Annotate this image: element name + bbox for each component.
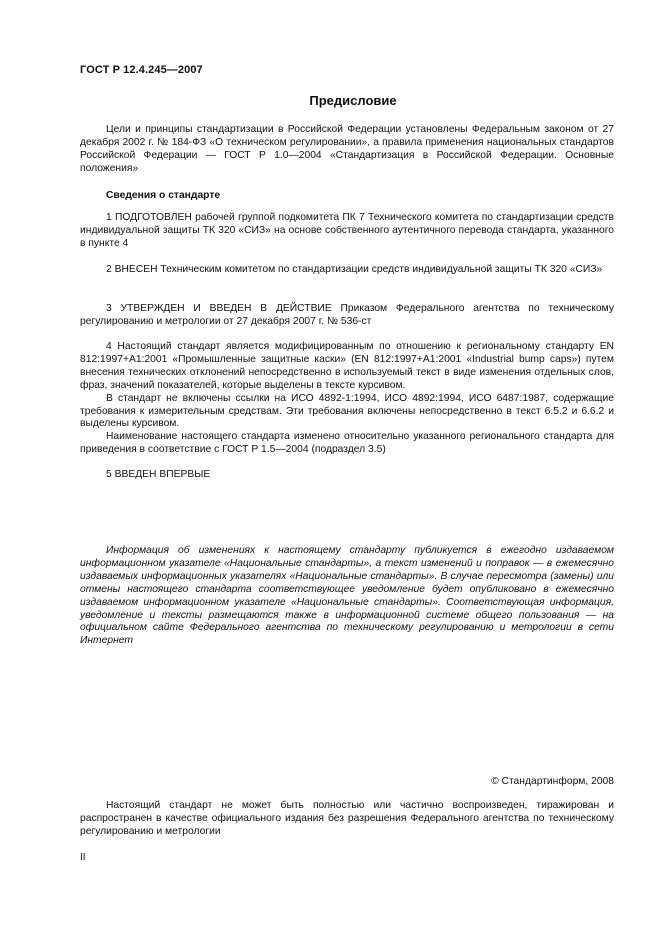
item-2	[80, 264, 614, 277]
intro-paragraph: Цели и принципы стандартизации в Российской Федерации установлены Федеральным законом от 27 декабря 2002 г. № 184-ФЗ «О техническом регулировании», а правила применения национальных стандартов Российской Федерации — ГОСТ Р 1.0—2004 «Стандартизация в Российской Федерации. Основные положения»	[80, 124, 614, 174]
document-code: ГОСТ Р 12.4.245—2007	[80, 64, 203, 76]
amendments-notice	[80, 545, 614, 648]
item-4-text: 4 Настоящий стандарт является модифицированным по отношению к региональному стандарту EN 812:1997+A1:2001 «Промышленные защитные каски» (EN 812:1997+A1:2001 «Industrial bump caps») путем внесения технических отклонений непосредственно в используемый текст в виде изменения отдельных слов, фраз, значений показателей, которые выделены в тексте курсивом.	[80, 341, 614, 391]
item-5-text: 5 ВВЕДЕН ВПЕРВЫЕ	[106, 469, 211, 480]
foreword-intro	[80, 124, 614, 176]
item-4-references: В стандарт не включены ссылки на ИСО 4892-1:1994, ИСО 4892:1994, ИСО 6487:1987, содержащие требования к измерительным средствам. Эти требования включены непосредственно в текст 6.5.2 и 6.6.2 и выделены курсивом.	[80, 392, 614, 430]
item-3-text: 3 УТВЕРЖДЕН И ВВЕДЕН В ДЕЙСТВИЕ Приказом Федерального агентства по техническому регулированию и метрологии от 27 декабря 2007 г. № 536-ст	[80, 303, 614, 327]
copyright: © Стандартинформ, 2008	[491, 776, 614, 787]
reproduction-notice	[80, 800, 614, 839]
standard-info-heading: Сведения о стандарте	[106, 190, 221, 201]
item-2-text: 2 ВНЕСЕН Техническим комитетом по стандартизации средств индивидуальной защиты ТК 320 «СИЗ»	[106, 264, 603, 275]
page-number: II	[80, 852, 86, 863]
item-4	[80, 341, 614, 457]
foreword-title: Предисловие	[309, 93, 397, 108]
amendments-notice-text: Информация об изменениях к настоящему стандарту публикуется в ежегодно издаваемом информационном указателе «Национальные стандарты», а текст изменений и поправок — в ежемесячно издаваемых информационных указателях «Национальные стандарты». В случае пересмотра (замены) или отмены настоящего стандарта соответствующее уведомление будет опубликовано в ежемесячно издаваемом информационном указателе «Национальные стандарты». Соответствующая информация, уведомление и тексты размещаются также в информационной системе общего пользования — на официальном сайте Федерального агентства по техническому регулированию и метрологии в сети Интернет	[80, 545, 614, 647]
item-3	[80, 303, 614, 329]
item-1-text: 1 ПОДГОТОВЛЕН рабочей группой подкомитета ПК 7 Технического комитета по стандартизации средств индивидуальной защиты ТК 320 «СИЗ» на основе собственного аутентичного перевода стандарта, указанного в пункте 4	[80, 212, 614, 249]
reproduction-notice-text: Настоящий стандарт не может быть полностью или частично воспроизведен, тиражирован и распространен в качестве официального издания без разрешения Федерального агентства по техническому регулированию и метрологии	[80, 800, 614, 837]
item-1	[80, 212, 614, 251]
item-4-title-change: Наименование настоящего стандарта изменено относительно указанного регионального стандарта для приведения в соответствие с ГОСТ Р 1.5—2004 (подраздел 3.5)	[80, 431, 614, 456]
item-5	[80, 469, 614, 482]
